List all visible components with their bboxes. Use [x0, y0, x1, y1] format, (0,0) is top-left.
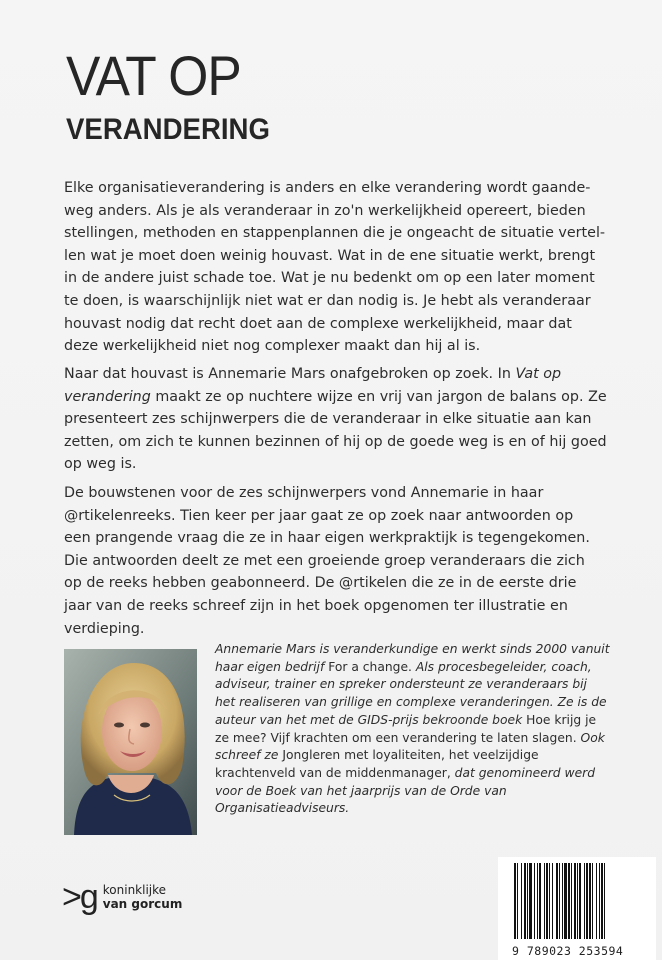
publisher-name-line2: van gorcum [102, 897, 183, 911]
author-bio [215, 641, 610, 818]
company-name: For a change. [328, 659, 412, 674]
text-line: in de andere juist schade toe. Wat je nu bedenkt om op een later moment [64, 270, 595, 287]
barcode-bar [552, 863, 553, 939]
bio-text: Annemarie Mars is veranderkundige en werkt sinds 2000 vanuit haar eigen bedrijf [215, 642, 610, 674]
barcode-bar [559, 863, 560, 939]
publisher-mark: >g [62, 878, 97, 916]
barcode-bar [596, 863, 597, 939]
barcode-bar [537, 863, 538, 939]
text-line: Elke organisatieverandering is anders en elke verandering wordt gaande- [64, 180, 591, 196]
barcode-bar [539, 863, 541, 939]
text-line: op de reeks hebben geabonneerd. De @rtikelen die ze in de eerste drie [64, 575, 577, 592]
bio-text: Als procesbegeleider, coach, adviseur, trainer en spreker ondersteunt ze veranderaars bij het realiseren van grillige en complexe veranderingen. Ze is de auteur van het met de GIDS-prijs bekroonde boek [215, 659, 607, 727]
barcode-bar [524, 863, 526, 939]
barcode-bar [544, 863, 545, 939]
text-line: @rtikelenreeks. Tien keer per jaar gaat ze op zoek naar antwoorden op [64, 507, 574, 524]
text-line: stellingen, methoden en stappenplannen die je ongeacht de situatie vertel- [64, 225, 606, 242]
text-line: te doen, is waarschijnlijk niet wat er dan nodig is. Je hebt als veranderaar [64, 292, 591, 309]
text-line: een prangende vraag die ze in haar eigen werkpraktijk is tegengekomen. [64, 530, 590, 547]
barcode-bar [599, 863, 600, 939]
barcode-bars [498, 857, 656, 945]
barcode-bar [549, 863, 550, 939]
text-line: jaar van de reeks schreef zijn in het boek opgenomen ter illustratie en [64, 597, 568, 614]
barcode-bar [517, 863, 518, 939]
text-line: houvast nodig dat recht doet aan de complexe werkelijkheid, maar dat [64, 315, 572, 332]
book-title-italic: Vat op verandering [64, 366, 562, 405]
barcode-bar [584, 863, 585, 939]
barcode-bar [601, 863, 603, 939]
barcode-bar [589, 863, 591, 939]
text-run: Naar dat houvast is Annemarie Mars onafgebroken op zoek. In [64, 366, 516, 382]
barcode-bar [586, 863, 588, 939]
barcode-bar [592, 863, 593, 939]
author-portrait-illustration [64, 649, 197, 835]
barcode-bar [529, 863, 532, 939]
barcode-bar [579, 863, 581, 939]
barcode-bar [574, 863, 576, 939]
book-title: VAT OP [66, 44, 241, 107]
text-line: len wat je moet doen weinig houvast. Wat in de ene situatie werkt, brengt [64, 247, 596, 264]
barcode-bar [562, 863, 563, 939]
text-run: maakt ze op nuchtere wijze en vrij van jargon de balans op. Ze presenteert zes schijnwerpers die de veranderaar in elke situatie aan kan zetten, om zich te kunnen bezinnen of hij op de goede weg is en of hij goed op weg is. [64, 388, 607, 473]
barcode-bar [527, 863, 528, 939]
barcode-bar [564, 863, 567, 939]
book-reference: Hoe krijg je ze mee? Vijf krachten om een verandering te laten slagen. [215, 712, 597, 745]
bio-text: Ook schreef ze [215, 730, 605, 763]
author-photo [64, 649, 197, 835]
barcode-bar [521, 863, 522, 939]
barcode-bar [546, 863, 548, 939]
barcode-bar [514, 863, 516, 939]
publisher-name [103, 883, 183, 911]
text-line: Die antwoorden deelt ze met een groeiende groep veranderaars die zich [64, 552, 585, 569]
bio-text: dat genomineerd werd voor de Boek van het jaarprijs van de Orde van Organisatieadviseurs. [215, 765, 596, 816]
paragraph-origin [64, 482, 609, 640]
publisher-name-line1: koninklijke [102, 883, 167, 897]
text-line: deze werkelijkheid niet nog complexer maakt dan hij al is. [64, 338, 481, 355]
isbn-number: 9 789023 253594 [512, 944, 624, 958]
text-line: weg anders. Als je als veranderaar in zo'n werkelijkheid opereert, bieden [64, 202, 586, 219]
book-reference: Jongleren met loyaliteiten, het veelzijdige krachtenveld van de middenmanager, [215, 748, 539, 780]
barcode-bar [556, 863, 558, 939]
paragraph-summary [64, 363, 609, 476]
barcode-bar [571, 863, 572, 939]
barcode-bar [604, 863, 605, 939]
text-line: De bouwstenen voor de zes schijnwerpers vond Annemarie in haar [64, 485, 544, 501]
paragraph-intro [64, 177, 609, 358]
publisher-logo [62, 880, 182, 914]
text-line: verdieping. [64, 620, 145, 637]
barcode-bar [534, 863, 535, 939]
barcode-bar [577, 863, 578, 939]
barcode-bar [568, 863, 570, 939]
book-subtitle: VERANDERING [66, 113, 270, 146]
